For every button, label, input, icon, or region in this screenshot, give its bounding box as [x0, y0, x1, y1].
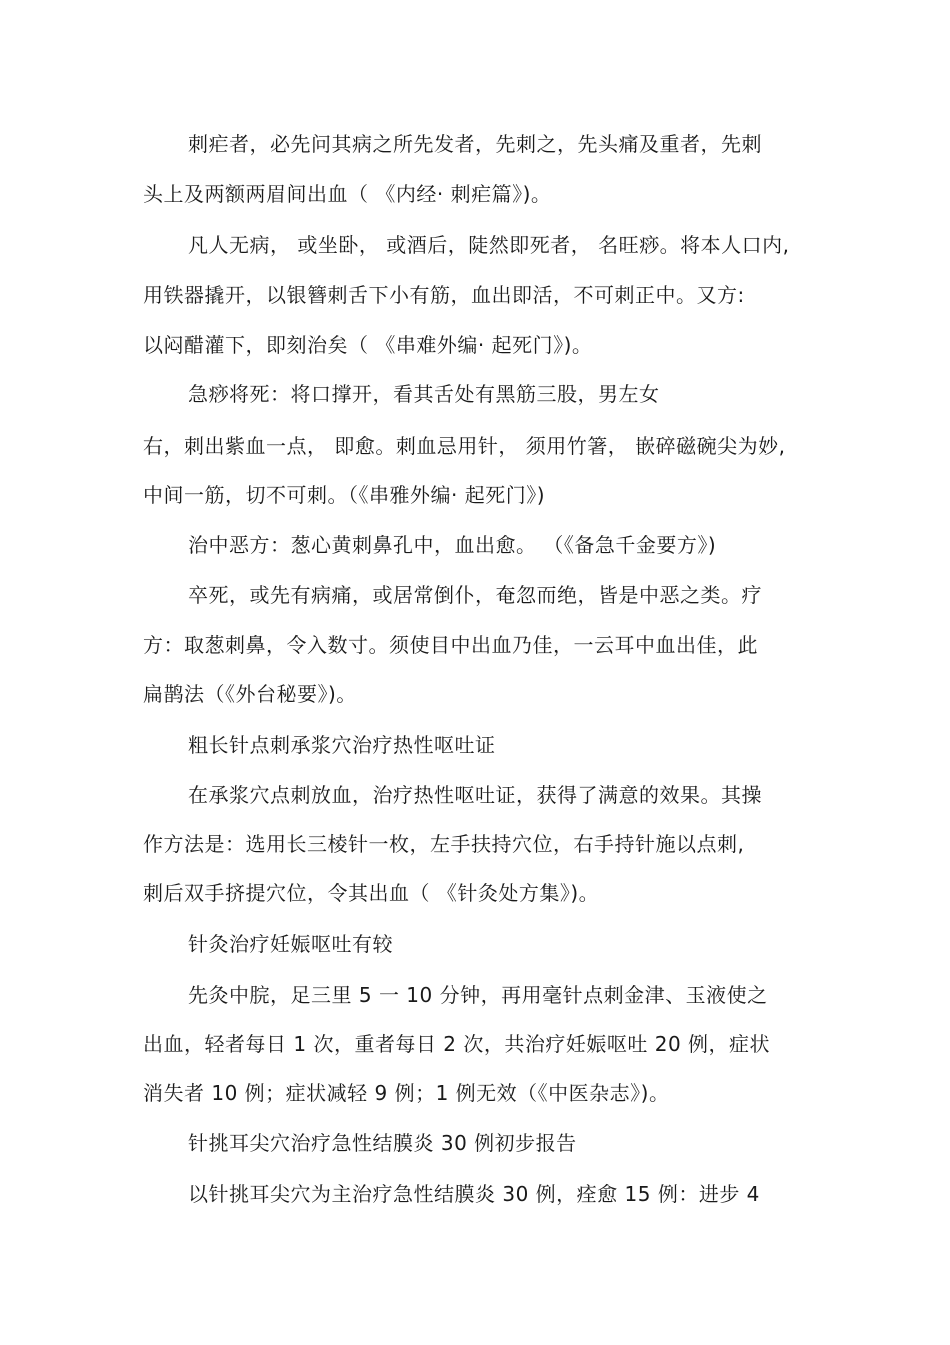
paragraph-line: 作方法是：选用长三棱针一枚，左手扶持穴位，右手持针施以点刺, — [143, 832, 745, 856]
paragraph-line: 方：取葱刺鼻，令入数寸。须使目中出血乃佳，一云耳中血出佳，此 — [143, 633, 758, 657]
paragraph-line: 刺疟者，必先问其病之所先发者，先刺之，先头痛及重者，先刺 — [188, 132, 762, 156]
paragraph-line: 中间一筋，切不可刺。（《串雅外编· 起死门》) — [143, 483, 546, 507]
paragraph-line: 在承浆穴点刺放血，治疗热性呕吐证，获得了满意的效果。其操 — [188, 783, 762, 807]
paragraph-line: 凡人无病， 或坐卧， 或酒后，陡然即死者， 名旺痧。将本人口内, — [188, 233, 790, 257]
paragraph-line: 先灸中脘，足三里 5 一 10 分钟，再用毫针点刺金津、玉液使之 — [188, 983, 768, 1007]
paragraph-line: 卒死，或先有病痛，或居常倒仆，奄忽而绝，皆是中恶之类。疗 — [188, 583, 762, 607]
paragraph-line: 急痧将死：将口撑开，看其舌处有黑筋三股，男左女 — [188, 382, 660, 406]
paragraph-line: 以针挑耳尖穴为主治疗急性结膜炎 30 例，痊愈 15 例：进步 4 — [188, 1182, 760, 1206]
paragraph-line: 右，刺出紫血一点， 即愈。刺血忌用针， 须用竹箸， 嵌碎磁碗尖为妙, — [143, 434, 786, 458]
paragraph-line: 治中恶方：葱心黄刺鼻孔中，血出愈。 （《备急千金要方》) — [188, 533, 717, 557]
section-heading: 针挑耳尖穴治疗急性结膜炎 30 例初步报告 — [188, 1131, 577, 1155]
paragraph-line: 以闷醋灌下，即刻治矣（ 《串难外编· 起死门》)。 — [143, 333, 593, 357]
paragraph-line: 用铁器撬开，以银簪刺舌下小有筋，血出即活，不可刺正中。又方: — [143, 283, 745, 307]
section-heading: 粗长针点刺承浆穴治疗热性呕吐证 — [188, 733, 496, 757]
paragraph-line: 刺后双手挤提穴位，令其出血（ 《针灸处方集》)。 — [143, 881, 600, 905]
paragraph-line: 扁鹊法（《外台秘要》)。 — [143, 682, 357, 706]
paragraph-line: 消失者 10 例；症状减轻 9 例；1 例无效（《中医杂志》)。 — [143, 1081, 670, 1105]
paragraph-line: 出血，轻者每日 1 次，重者每日 2 次，共治疗妊娠呕吐 20 例，症状 — [143, 1032, 771, 1056]
section-heading: 针灸治疗妊娠呕吐有较 — [188, 932, 393, 956]
paragraph-line: 头上及两额两眉间出血（ 《内经· 刺疟篇》)。 — [143, 182, 552, 206]
